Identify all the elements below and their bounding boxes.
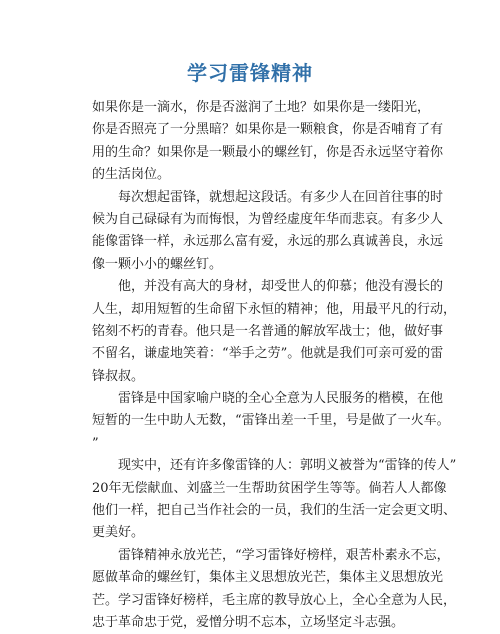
text-line: 每次想起雷锋，就想起这段话。有多少人在回首往事的时 — [118, 189, 444, 205]
text-line: 用的生命？如果你是一颗最小的螺丝钉，你是否永远坚守着你 — [92, 144, 444, 160]
text-line: 能像雷锋一样，永远那么富有爱，永远的那么真诚善良，永远 — [92, 234, 444, 250]
document-body — [92, 97, 457, 630]
text-line: 忠于革命忠于党，爱憎分明不忘本，立场坚定斗志强。 — [92, 614, 405, 630]
text-line: ” — [92, 435, 99, 451]
text-line: 更美好。 — [92, 525, 145, 541]
text-line: 铭刻不朽的青春。他只是一名普通的解放军战士；他，做好事 — [92, 323, 444, 339]
document-title: 学习雷锋精神 — [187, 61, 313, 85]
text-line: 的生活岗位。 — [92, 167, 171, 183]
text-line: 芒。学习雷锋好榜样，毛主席的教导放心上，全心全意为人民， — [92, 592, 457, 608]
text-line: 不留名，谦虚地笑着：“举手之劳”。他就是我们可亲可爱的雷 — [92, 346, 444, 362]
text-line: 人生，却用短暂的生命留下永恒的精神；他，用最平凡的行动， — [92, 301, 457, 317]
text-line: 短暂的一生中助人无数，“雷锋出差一千里，号是做了一火车。 — [92, 413, 450, 429]
text-line: 锋叔叔。 — [92, 368, 145, 384]
text-line: 雷锋是中国家喻户晓的全心全意为人民服务的楷模，在他 — [118, 391, 444, 407]
text-line: 他，并没有高大的身材，却受世人的仰慕；他没有漫长的 — [118, 279, 444, 295]
text-line: 候为自己碌碌有为而悔恨，为曾经虚度年华而悲哀。有多少人 — [92, 211, 444, 227]
text-line: 如果你是一滴水，你是否滋润了土地？如果你是一缕阳光， — [92, 100, 431, 115]
text-line: 现实中，还有许多像雷锋的人：郭明义被誉为“雷锋的传人” — [118, 458, 457, 474]
text-line: 你是否照亮了一分黑暗？如果你是一颗粮食，你是否哺育了有 — [92, 122, 444, 138]
text-line: 愿做革命的螺丝钉，集体主义思想放光芒，集体主义思想放光 — [92, 570, 444, 586]
text-line: 雷锋精神永放光芒，“学习雷锋好榜样，艰苦朴素永不忘， — [118, 547, 450, 563]
text-line: 他们一样，把自己当作社会的一员，我们的生活一定会更文明、 — [92, 503, 457, 519]
text-line: 像一颗小小的螺丝钉。 — [92, 256, 223, 272]
text-line: 20年无偿献血、刘盛兰一生帮助贫困学生等等。倘若人人都像 — [92, 480, 447, 496]
